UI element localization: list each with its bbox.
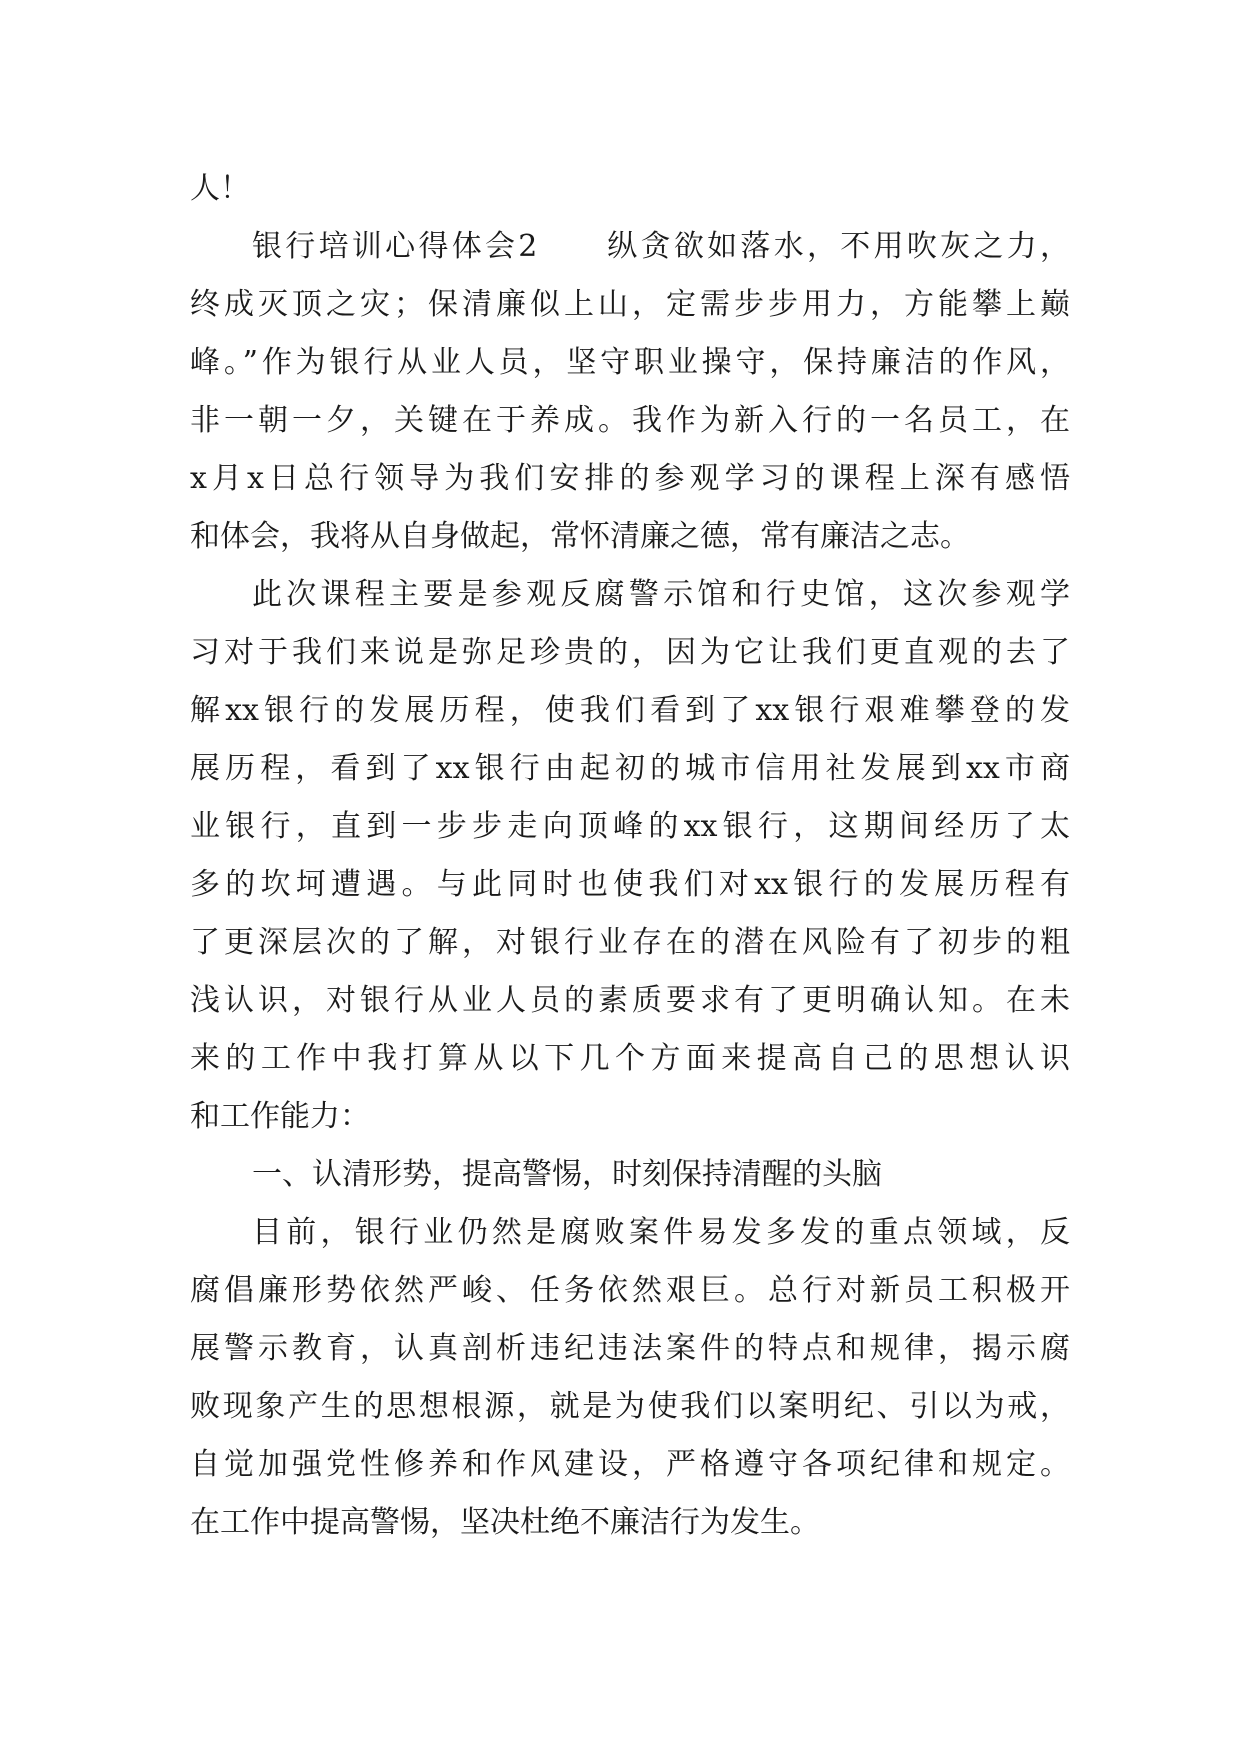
text-line: 习对于我们来说是弥足珍贵的，因为它让我们更直观的去了 — [190, 635, 1070, 670]
text-line: 银行培训心得体会2 纵贪欲如落水，不用吹灰之力， — [252, 229, 1070, 264]
text-line: 和工作能力： — [190, 1099, 370, 1134]
text-line: 终成灭顶之灾；保清廉似上山，定需步步用力，方能攀上巅 — [190, 287, 1070, 322]
text-line: 目前，银行业仍然是腐败案件易发多发的重点领域，反 — [252, 1215, 1070, 1250]
text-line: 非一朝一夕，关键在于养成。我作为新入行的一名员工，在 — [190, 403, 1070, 438]
text-line: 自觉加强党性修养和作风建设，严格遵守各项纪律和规定。 — [190, 1447, 1070, 1482]
text-line: 多的坎坷遭遇。与此同时也使我们对xx银行的发展历程有 — [190, 867, 1070, 902]
text-line: x月x日总行领导为我们安排的参观学习的课程上深有感悟 — [190, 461, 1070, 496]
text-line: 了更深层次的了解，对银行业存在的潜在风险有了初步的粗 — [190, 925, 1070, 960]
text-line: 展警示教育，认真剖析违纪违法案件的特点和规律，揭示腐 — [190, 1331, 1070, 1366]
text-line: 展历程，看到了xx银行由起初的城市信用社发展到xx市商 — [190, 751, 1070, 786]
section-heading: 一、认清形势，提高警惕，时刻保持清醒的头脑 — [252, 1157, 882, 1192]
document-body — [190, 160, 1070, 1552]
text-line: 解xx银行的发展历程，使我们看到了xx银行艰难攀登的发 — [190, 693, 1070, 728]
text-line: 败现象产生的思想根源，就是为使我们以案明纪、引以为戒， — [190, 1389, 1070, 1424]
text-line: 在工作中提高警惕，坚决杜绝不廉洁行为发生。 — [190, 1505, 820, 1540]
text-line: 业银行，直到一步步走向顶峰的xx银行，这期间经历了太 — [190, 809, 1070, 844]
text-line: 此次课程主要是参观反腐警示馆和行史馆，这次参观学 — [252, 577, 1070, 612]
text-line: 和体会，我将从自身做起，常怀清廉之德，常有廉洁之志。 — [190, 519, 970, 554]
text-line: 峰。”作为银行从业人员，坚守职业操守，保持廉洁的作风， — [190, 345, 1070, 380]
text-line: 来的工作中我打算从以下几个方面来提高自己的思想认识 — [190, 1041, 1070, 1076]
text-line: 浅认识，对银行从业人员的素质要求有了更明确认知。在未 — [190, 983, 1070, 1018]
text-line: 腐倡廉形势依然严峻、任务依然艰巨。总行对新员工积极开 — [190, 1273, 1070, 1308]
text-line: 人！ — [190, 171, 250, 206]
